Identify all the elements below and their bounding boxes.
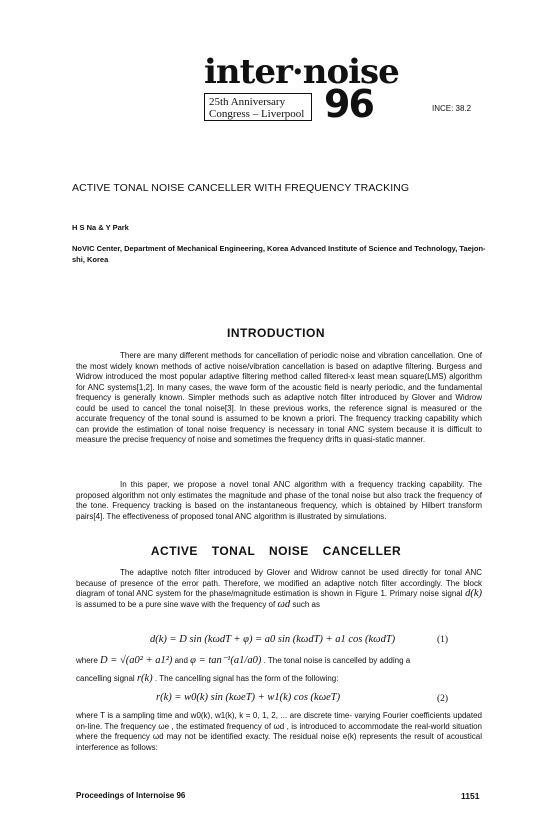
- symbol-omega-d: ωd: [277, 598, 291, 610]
- canceller-paragraph-1-text-b: is assumed to be a pure sine wave with the frequency of: [76, 599, 276, 609]
- paper-title: ACTIVE TONAL NOISE CANCELLER WITH FREQUENCY TRACKING: [72, 182, 410, 194]
- equation-2-number: (2): [437, 694, 449, 704]
- paper-affiliation: NoVIC Center, Department of Mechanical Engineering, Korea Advanced Institute of Science and Technology, Taejon-shi, Korea: [72, 244, 486, 264]
- internoise-logo: inter·noise: [204, 52, 399, 92]
- logo-year: 96: [324, 82, 373, 126]
- cancel-line-text-b: . The cancelling signal has the form of the following:: [154, 674, 339, 683]
- intro-paragraph-2: In this paper, we propose a novel tonal ANC algorithm with a frequency tracking capability. The proposed algorithm not only estimates the magnitude and phase of the tonal noise but also track the frequency of the tone. Frequency tracking is based on the instantaneous frequency, which is obtained by Hilbert transform pairs[4]. The effectiveness of proposed tonal ANC algorithm is illustrated by simulations.: [76, 480, 482, 521]
- equation-2: r(k) = w0(k) sin (kωeT) + w1(k) cos (kωeT): [156, 692, 341, 703]
- cancel-line-text-a: cancelling signal: [76, 674, 135, 683]
- where-label: where: [76, 656, 98, 665]
- where-D-expression: D = √(a0² + a1²): [100, 655, 173, 666]
- intro-paragraph-1: There are many different methods for cancellation of periodic noise and vibration cancellation. One of the most widely known methods of active noise/vibration cancellation is based on adaptive filtering. Burgess and Widrow introduced the most popular adaptive filtering method called filtered-x least mean square(LMS) algorithm for ANC systems[1,2]. In many cases, the wave form of the acoustic field is nearly periodic, and the fundamental frequency is generally known. Simpler methods such as adaptive notch filter introduced by Glover and Widrow could be used to cancel the tonal noise[3]. In these previous works, the reference signal is measured or the accurate frequency of the tonal sound is assumed to be known a priori. The frequency tracking capability which can provide the estimation of tonal noise frequency is necessary in tonal ANC system because it is difficult to measure the precise frequency of noise and sometimes the frequency drifts in quasi-static manner.: [76, 351, 482, 444]
- section-heading-introduction: INTRODUCTION: [227, 326, 325, 340]
- and-label: and: [174, 656, 188, 665]
- equation-1: d(k) = D sin (kωdT + φ) = a0 sin (kωdT) + a1 cos (kωdT): [150, 634, 396, 645]
- canceller-paragraph-1-text-c: such as: [292, 599, 320, 609]
- canceller-paragraph-1-text-a: The adaptive notch filter introduced by Glover and Widrow cannot be used directly for tonal ANC because of presence of the error path. Therefore, we modified an adaptive notch filter accordingly. The block diagram of tonal ANC system for the phase/magnitude estimation is shown in Figure 1. Primary noise signal: [76, 568, 482, 598]
- anniversary-line-2: Congress – Liverpool: [209, 108, 305, 120]
- footer-proceedings: Proceedings of Internoise 96: [76, 791, 186, 800]
- canceller-paragraph-1: [76, 568, 482, 610]
- where-tail: . The tonal noise is cancelled by adding a: [263, 656, 411, 665]
- paper-authors: H S Na & Y Park: [72, 223, 129, 232]
- equation-1-number: (1): [437, 635, 449, 645]
- anniversary-line-1: 25th Anniversary: [209, 96, 286, 108]
- where-line: [76, 656, 484, 667]
- section-heading-canceller: ACTIVE TONAL NOISE CANCELLER: [150, 544, 402, 558]
- ince-code: INCE: 38.2: [432, 104, 472, 113]
- symbol-d-k: d(k): [465, 588, 482, 599]
- footer-page-number: 1151: [461, 791, 480, 801]
- anniversary-box: [204, 93, 312, 121]
- where-phi-expression: φ = tan⁻¹(a1/a0): [190, 655, 262, 666]
- cancel-signal-line: [76, 674, 482, 685]
- symbol-r-k: r(k): [136, 673, 153, 684]
- canceller-paragraph-2: where T is a sampling time and w0(k), w1(k), k = 0, 1, 2, ... are discrete time- varying Fourier coefficients updated on-line. The frequency ωe , the estimated frequency of ωd , is introduced to accommodate the real-world situation where the frequency ωd may not be identified exacty. The residual noise e(k) represents the result of acoustical interference as follows:: [76, 711, 482, 752]
